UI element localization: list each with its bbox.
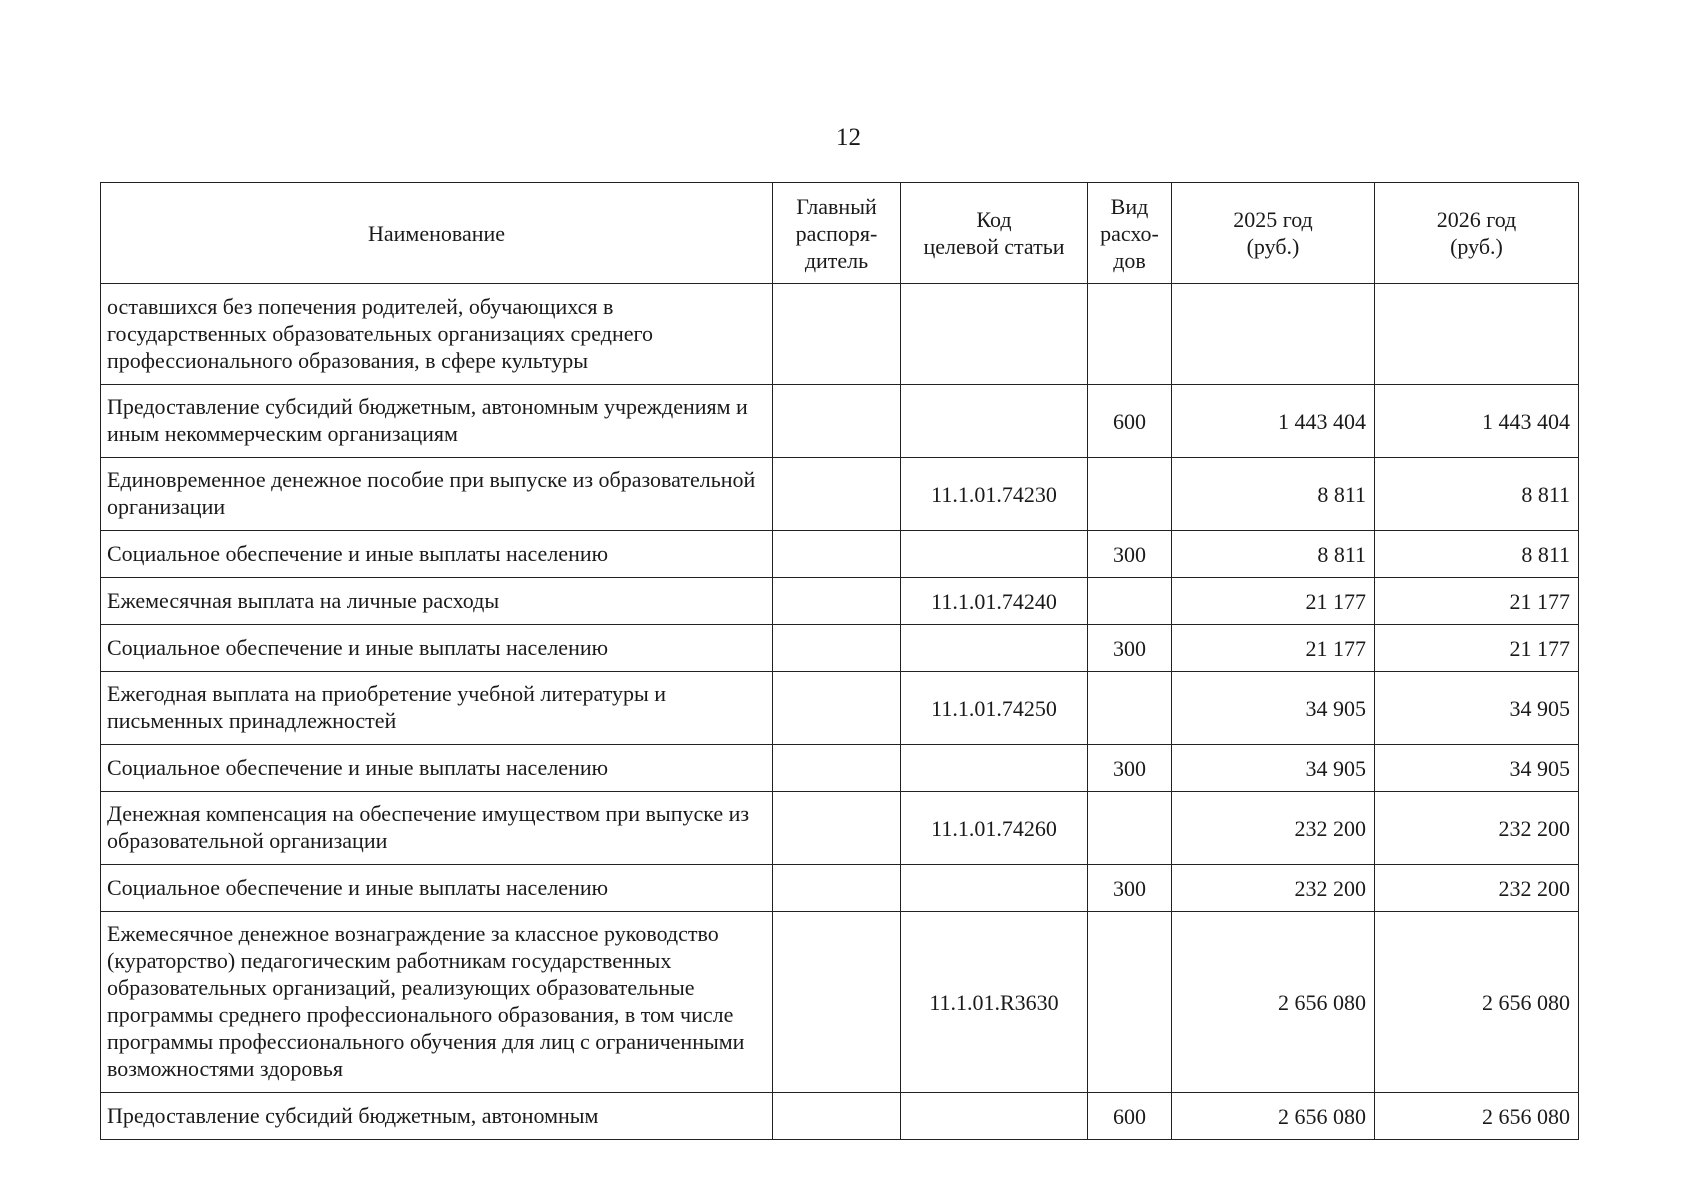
row-manager xyxy=(773,865,901,912)
header-2025-line: 2025 год xyxy=(1233,207,1313,232)
row-manager xyxy=(773,912,901,1093)
row-code xyxy=(901,531,1088,578)
header-2026-line: 2026 год xyxy=(1436,207,1517,232)
table-header-row xyxy=(101,183,1579,284)
row-2025 xyxy=(1172,284,1375,385)
row-2026: 2 656 080 xyxy=(1375,1093,1579,1140)
row-2025: 34 905 xyxy=(1172,745,1375,792)
budget-table xyxy=(100,182,1579,1140)
row-manager xyxy=(773,578,901,625)
table-row xyxy=(101,385,1579,458)
row-code xyxy=(901,1093,1088,1140)
row-type: 300 xyxy=(1088,865,1172,912)
row-code: 11.1.01.74260 xyxy=(901,792,1088,865)
row-2025: 2 656 080 xyxy=(1172,1093,1375,1140)
row-manager xyxy=(773,745,901,792)
row-type xyxy=(1088,912,1172,1093)
header-type xyxy=(1088,183,1172,284)
row-2025: 21 177 xyxy=(1172,625,1375,672)
row-2025: 21 177 xyxy=(1172,578,1375,625)
row-code xyxy=(901,625,1088,672)
table-row xyxy=(101,531,1579,578)
header-type-line: дов xyxy=(1113,247,1146,273)
row-type: 600 xyxy=(1088,385,1172,458)
row-name: Социальное обеспечение и иные выплаты населению xyxy=(101,531,773,578)
row-type xyxy=(1088,792,1172,865)
row-name: Денежная компенсация на обеспечение имуществом при выпуске из образовательной организации xyxy=(101,792,773,865)
row-2025: 2 656 080 xyxy=(1172,912,1375,1093)
header-manager-line: распоря- xyxy=(795,220,878,246)
row-2026: 232 200 xyxy=(1375,865,1579,912)
row-name: Социальное обеспечение и иные выплаты населению xyxy=(101,625,773,672)
row-name: Социальное обеспечение и иные выплаты населению xyxy=(101,745,773,792)
row-name: Единовременное денежное пособие при выпуске из образовательной организации xyxy=(101,458,773,531)
row-code: 11.1.01.R3630 xyxy=(901,912,1088,1093)
row-type: 600 xyxy=(1088,1093,1172,1140)
row-name: оставшихся без попечения родителей, обучающихся в государственных образовательных организациях среднего профессионального образования, в сфере культуры xyxy=(101,284,773,385)
row-code: 11.1.01.74250 xyxy=(901,672,1088,745)
header-manager-line: дитель xyxy=(804,247,869,273)
row-manager xyxy=(773,1093,901,1140)
row-2025: 8 811 xyxy=(1172,458,1375,531)
row-2026: 21 177 xyxy=(1375,625,1579,672)
row-name: Ежегодная выплата на приобретение учебной литературы и письменных принадлежностей xyxy=(101,672,773,745)
row-code: 11.1.01.74240 xyxy=(901,578,1088,625)
row-2026: 21 177 xyxy=(1375,578,1579,625)
table-row xyxy=(101,284,1579,385)
row-name: Ежемесячная выплата на личные расходы xyxy=(101,578,773,625)
row-manager xyxy=(773,385,901,458)
row-manager xyxy=(773,531,901,578)
table-row xyxy=(101,1093,1579,1140)
table-row xyxy=(101,745,1579,792)
page-number: 12 xyxy=(836,124,861,151)
table-row xyxy=(101,458,1579,531)
row-code xyxy=(901,385,1088,458)
row-2025: 1 443 404 xyxy=(1172,385,1375,458)
row-manager xyxy=(773,458,901,531)
row-code xyxy=(901,865,1088,912)
row-manager xyxy=(773,625,901,672)
row-type xyxy=(1088,458,1172,531)
row-2026: 8 811 xyxy=(1375,531,1579,578)
row-name: Социальное обеспечение и иные выплаты населению xyxy=(101,865,773,912)
row-code: 11.1.01.74230 xyxy=(901,458,1088,531)
header-type-line: Вид xyxy=(1110,193,1149,219)
row-type xyxy=(1088,578,1172,625)
header-code-line: целевой статьи xyxy=(923,234,1065,259)
header-2025-line: (руб.) xyxy=(1246,234,1300,259)
row-manager xyxy=(773,672,901,745)
row-2025: 8 811 xyxy=(1172,531,1375,578)
row-type: 300 xyxy=(1088,531,1172,578)
header-2026-line: (руб.) xyxy=(1450,234,1503,259)
row-type xyxy=(1088,284,1172,385)
header-name: Наименование xyxy=(101,183,773,284)
table-row xyxy=(101,912,1579,1093)
row-2026: 1 443 404 xyxy=(1375,385,1579,458)
row-2026: 8 811 xyxy=(1375,458,1579,531)
row-2025: 232 200 xyxy=(1172,792,1375,865)
row-2026: 34 905 xyxy=(1375,745,1579,792)
row-type: 300 xyxy=(1088,745,1172,792)
table-row xyxy=(101,792,1579,865)
header-code-line: Код xyxy=(976,207,1012,232)
row-name: Ежемесячное денежное вознаграждение за классное руководство (кураторство) педагогическим работникам государственных образовательных организаций, реализующих образовательные программы среднего профессионального образования, в том числе программы профессионального обучения для лиц с ограниченными возможностями здоровья xyxy=(101,912,773,1093)
row-2026: 34 905 xyxy=(1375,672,1579,745)
row-type xyxy=(1088,672,1172,745)
header-2026 xyxy=(1375,183,1579,284)
row-2025: 232 200 xyxy=(1172,865,1375,912)
row-2026: 232 200 xyxy=(1375,792,1579,865)
header-manager-line: Главный xyxy=(796,193,877,219)
row-name: Предоставление субсидий бюджетным, автономным учреждениям и иным некоммерческим организациям xyxy=(101,385,773,458)
table-row xyxy=(101,865,1579,912)
row-2025: 34 905 xyxy=(1172,672,1375,745)
row-code xyxy=(901,284,1088,385)
header-code xyxy=(901,183,1088,284)
header-2025 xyxy=(1172,183,1375,284)
row-type: 300 xyxy=(1088,625,1172,672)
row-manager xyxy=(773,792,901,865)
header-type-line: расхо- xyxy=(1100,220,1159,246)
row-2026 xyxy=(1375,284,1579,385)
row-code xyxy=(901,745,1088,792)
row-2026: 2 656 080 xyxy=(1375,912,1579,1093)
row-name: Предоставление субсидий бюджетным, автономным xyxy=(101,1093,773,1140)
table-row xyxy=(101,672,1579,745)
table-row xyxy=(101,578,1579,625)
row-manager xyxy=(773,284,901,385)
header-manager xyxy=(773,183,901,284)
table-row xyxy=(101,625,1579,672)
